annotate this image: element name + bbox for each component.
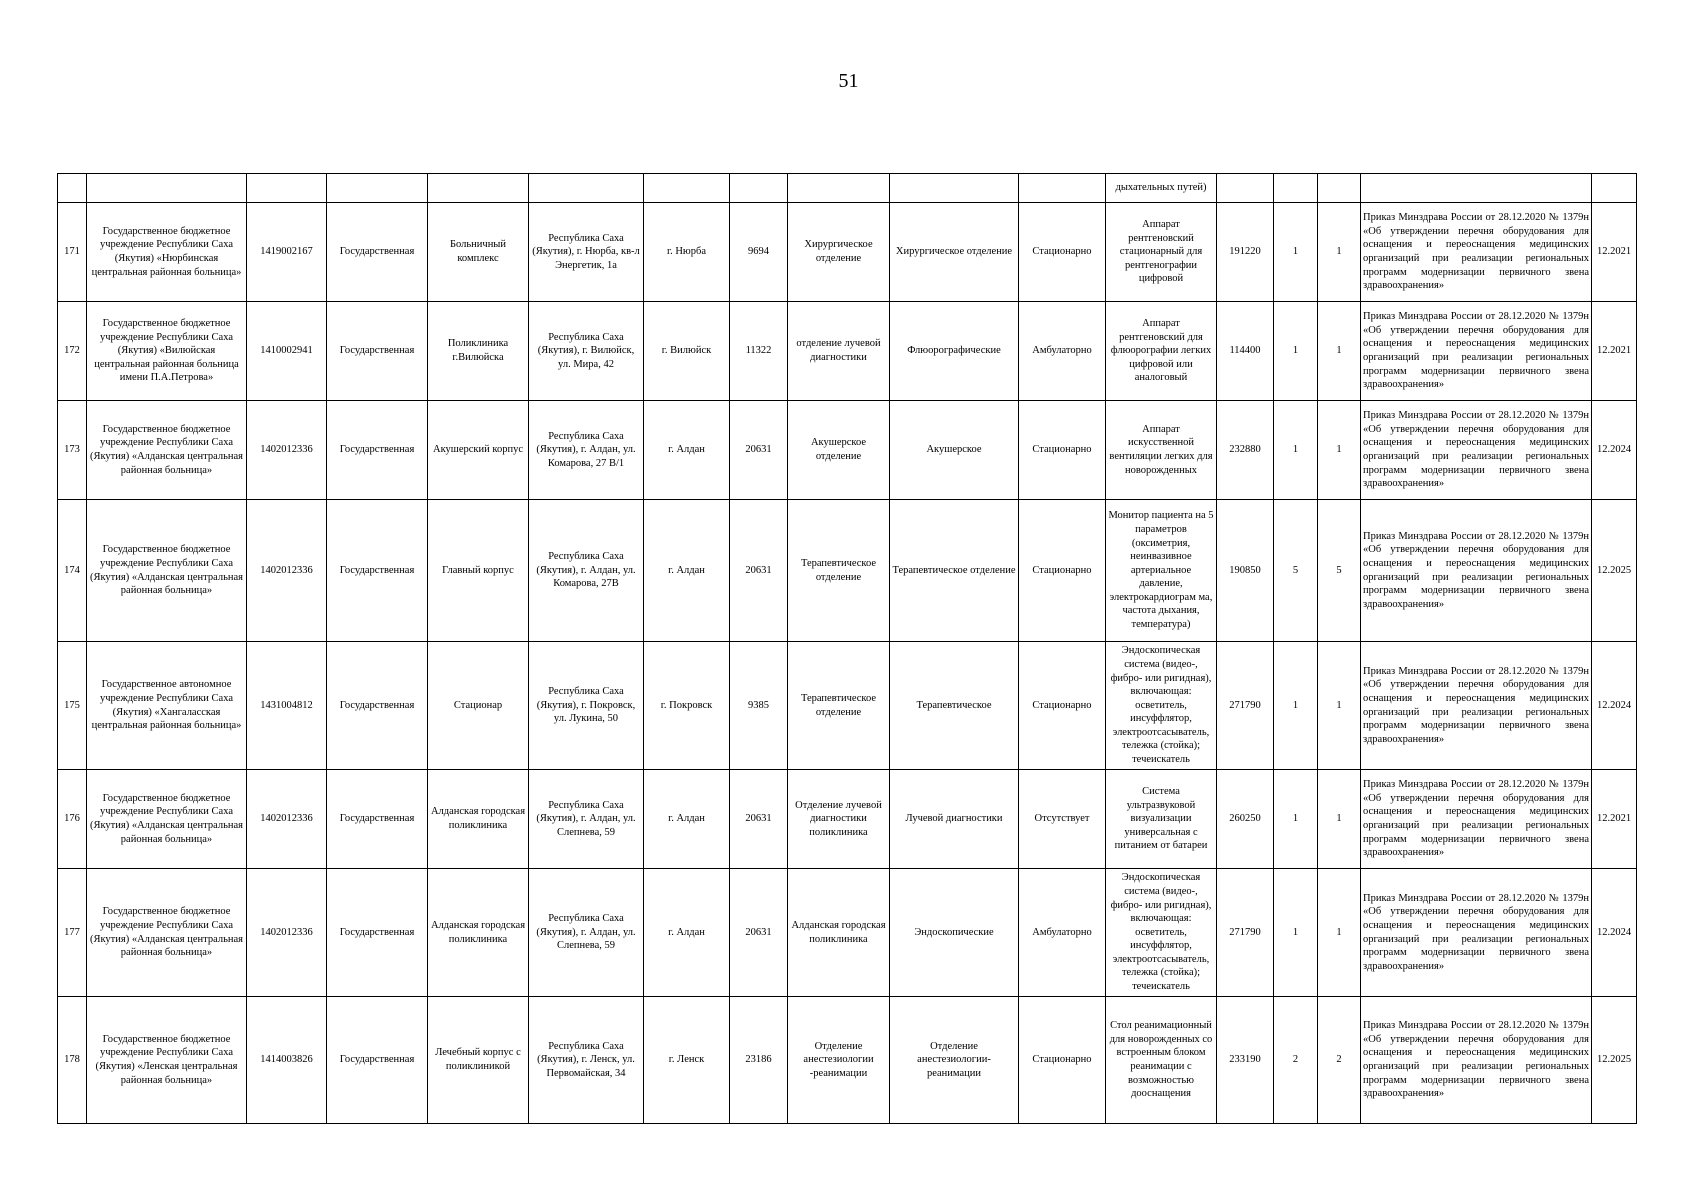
table-row <box>58 203 1637 302</box>
profile-cell: Хирургическое отделение <box>890 203 1019 302</box>
quantity-total-cell: 5 <box>1318 500 1361 642</box>
table-row <box>58 401 1637 500</box>
order-reference-cell: Приказ Минздрава России от 28.12.2020 № 1379н «Об утверждении перечня оборудования для оснащения и переоснащения медицинских организаций при реализации региональных программ модернизации первичного звена здравоохранения» <box>1361 500 1592 642</box>
row-number-cell: 171 <box>58 203 87 302</box>
order-reference-cell: Приказ Минздрава России от 28.12.2020 № 1379н «Об утверждении перечня оборудования для оснащения и переоснащения медицинских организаций при реализации региональных программ модернизации первичного звена здравоохранения» <box>1361 770 1592 869</box>
care-type-cell: Стационарно <box>1019 500 1106 642</box>
population-cell: 11322 <box>730 302 788 401</box>
ownership-cell: Государственная <box>327 770 428 869</box>
table-row <box>58 500 1637 642</box>
quantity-total-cell: 1 <box>1318 642 1361 770</box>
date-cell: 12.2025 <box>1592 500 1637 642</box>
equipment-table <box>57 173 1637 1124</box>
equipment-cell: Эндоскопическая система (видео-, фибро- или ригидная), включающая: осветитель, инсуффлятор, электроотсасыватель, тележка (стойка); течеискатель <box>1106 642 1217 770</box>
address-cell: Республика Саха (Якутия), г. Нюрба, кв-л Энергетик, 1а <box>529 203 644 302</box>
address-cell: Республика Саха (Якутия), г. Алдан, ул. Комарова, 27В <box>529 500 644 642</box>
equipment-code-cell: 232880 <box>1217 401 1274 500</box>
department-cell: Терапевтическое отделение <box>788 500 890 642</box>
order-reference-cell: Приказ Минздрава России от 28.12.2020 № 1379н «Об утверждении перечня оборудования для оснащения и переоснащения медицинских организаций при реализации региональных программ модернизации первичного звена здравоохранения» <box>1361 302 1592 401</box>
department-cell: Терапевтическое отделение <box>788 642 890 770</box>
row-number-cell: 174 <box>58 500 87 642</box>
care-type-cell: Стационарно <box>1019 642 1106 770</box>
equipment-code-cell: 191220 <box>1217 203 1274 302</box>
inn-cell: 1402012336 <box>247 500 327 642</box>
profile-cell: Флюорографические <box>890 302 1019 401</box>
inn-cell: 1431004812 <box>247 642 327 770</box>
date-cell: 12.2024 <box>1592 401 1637 500</box>
order-reference-cell: Приказ Минздрава России от 28.12.2020 № 1379н «Об утверждении перечня оборудования для оснащения и переоснащения медицинских организаций при реализации региональных программ модернизации первичного звена здравоохранения» <box>1361 869 1592 997</box>
inn-cell: 1410002941 <box>247 302 327 401</box>
equipment-code-cell: 260250 <box>1217 770 1274 869</box>
equipment-cell: Аппарат рентгеновский стационарный для рентгенографии цифровой <box>1106 203 1217 302</box>
quantity-total-cell: 1 <box>1318 770 1361 869</box>
city-cell: г. Алдан <box>644 770 730 869</box>
profile-cell: Терапевтическое <box>890 642 1019 770</box>
quantity-cell: 1 <box>1274 642 1318 770</box>
date-cell: 12.2024 <box>1592 642 1637 770</box>
address-cell: Республика Саха (Якутия), г. Вилюйск, ул. Мира, 42 <box>529 302 644 401</box>
order-reference-cell: Приказ Минздрава России от 28.12.2020 № 1379н «Об утверждении перечня оборудования для оснащения и переоснащения медицинских организаций при реализации региональных программ модернизации первичного звена здравоохранения» <box>1361 203 1592 302</box>
organization-cell: Государственное автономное учреждение Республики Саха (Якутия) «Хангаласская центральная районная больница» <box>87 642 247 770</box>
department-cell: отделение лучевой диагностики <box>788 302 890 401</box>
address-cell: Республика Саха (Якутия), г. Алдан, ул. Комарова, 27 В/1 <box>529 401 644 500</box>
inn-cell: 1402012336 <box>247 869 327 997</box>
row-number-cell: 178 <box>58 997 87 1124</box>
inn-cell: 1419002167 <box>247 203 327 302</box>
quantity-cell: 2 <box>1274 997 1318 1124</box>
building-cell: Алданская городская поликлиника <box>428 770 529 869</box>
care-type-cell: Стационарно <box>1019 401 1106 500</box>
row-number-cell: 177 <box>58 869 87 997</box>
city-cell: г. Алдан <box>644 869 730 997</box>
organization-cell: Государственное бюджетное учреждение Республики Саха (Якутия) «Алданская центральная районная больница» <box>87 500 247 642</box>
population-cell: 20631 <box>730 770 788 869</box>
table-row <box>58 642 1637 770</box>
population-cell: 20631 <box>730 869 788 997</box>
city-cell: г. Нюрба <box>644 203 730 302</box>
city-cell: г. Алдан <box>644 401 730 500</box>
quantity-total-cell: 1 <box>1318 203 1361 302</box>
date-cell: 12.2025 <box>1592 997 1637 1124</box>
building-cell: Лечебный корпус с поликлиникой <box>428 997 529 1124</box>
page-number: 51 <box>838 70 859 92</box>
population-cell: 23186 <box>730 997 788 1124</box>
address-cell: Республика Саха (Якутия), г. Ленск, ул. Первомайская, 34 <box>529 997 644 1124</box>
equipment-code-cell: 271790 <box>1217 642 1274 770</box>
quantity-cell: 5 <box>1274 500 1318 642</box>
quantity-cell: 1 <box>1274 302 1318 401</box>
department-cell: Акушерское отделение <box>788 401 890 500</box>
profile-cell: Лучевой диагностики <box>890 770 1019 869</box>
date-cell: 12.2021 <box>1592 302 1637 401</box>
equipment-code-cell: 233190 <box>1217 997 1274 1124</box>
organization-cell: Государственное бюджетное учреждение Республики Саха (Якутия) «Алданская центральная районная больница» <box>87 869 247 997</box>
row-number-cell: 176 <box>58 770 87 869</box>
care-type-cell: Стационарно <box>1019 203 1106 302</box>
building-cell: Больничный комплекс <box>428 203 529 302</box>
city-cell: г. Вилюйск <box>644 302 730 401</box>
quantity-cell: 1 <box>1274 401 1318 500</box>
quantity-total-cell: 1 <box>1318 401 1361 500</box>
equipment-code-cell: 271790 <box>1217 869 1274 997</box>
profile-cell: Терапевтическое отделение <box>890 500 1019 642</box>
organization-cell: Государственное бюджетное учреждение Республики Саха (Якутия) «Вилюйская центральная районная больница имени П.А.Петрова» <box>87 302 247 401</box>
ownership-cell: Государственная <box>327 500 428 642</box>
building-cell: Алданская городская поликлиника <box>428 869 529 997</box>
inn-cell: 1402012336 <box>247 770 327 869</box>
equipment-cell: Аппарат рентгеновский для флюорографии легких цифровой или аналоговый <box>1106 302 1217 401</box>
date-cell: 12.2021 <box>1592 770 1637 869</box>
care-type-cell: Стационарно <box>1019 997 1106 1124</box>
population-cell: 20631 <box>730 500 788 642</box>
ownership-cell: Государственная <box>327 401 428 500</box>
table-row <box>58 770 1637 869</box>
quantity-total-cell: 1 <box>1318 302 1361 401</box>
ownership-cell: Государственная <box>327 997 428 1124</box>
ownership-cell: Государственная <box>327 869 428 997</box>
population-cell: 9694 <box>730 203 788 302</box>
department-cell: Алданская городская поликлиника <box>788 869 890 997</box>
building-cell: Главный корпус <box>428 500 529 642</box>
table-row-continuation <box>58 174 1637 203</box>
profile-cell: Эндоскопические <box>890 869 1019 997</box>
date-cell: 12.2021 <box>1592 203 1637 302</box>
table-row <box>58 997 1637 1124</box>
order-reference-cell: Приказ Минздрава России от 28.12.2020 № 1379н «Об утверждении перечня оборудования для оснащения и переоснащения медицинских организаций при реализации региональных программ модернизации первичного звена здравоохранения» <box>1361 997 1592 1124</box>
ownership-cell: Государственная <box>327 642 428 770</box>
quantity-total-cell: 2 <box>1318 997 1361 1124</box>
building-cell: Акушерский корпус <box>428 401 529 500</box>
equipment-cell: Аппарат искусственной вентиляции легких для новорожденных <box>1106 401 1217 500</box>
city-cell: г. Ленск <box>644 997 730 1124</box>
quantity-cell: 1 <box>1274 203 1318 302</box>
order-reference-cell: Приказ Минздрава России от 28.12.2020 № 1379н «Об утверждении перечня оборудования для оснащения и переоснащения медицинских организаций при реализации региональных программ модернизации первичного звена здравоохранения» <box>1361 401 1592 500</box>
quantity-cell: 1 <box>1274 869 1318 997</box>
row-number-cell: 172 <box>58 302 87 401</box>
city-cell: г. Покровск <box>644 642 730 770</box>
quantity-cell: 1 <box>1274 770 1318 869</box>
equipment-cell: Система ультразвуковой визуализации универсальная с питанием от батареи <box>1106 770 1217 869</box>
equipment-cell: Монитор пациента на 5 параметров (оксиметрия, неинвазивное артериальное давление, электрокардиограм ма, частота дыхания, температура) <box>1106 500 1217 642</box>
care-type-cell: Амбулаторно <box>1019 869 1106 997</box>
population-cell: 9385 <box>730 642 788 770</box>
equipment-cell: Стол реанимационный для новорожденных со встроенным блоком реанимации с возможностью дооснащения <box>1106 997 1217 1124</box>
inn-cell: 1402012336 <box>247 401 327 500</box>
department-cell: Отделение лучевой диагностики поликлиника <box>788 770 890 869</box>
table-row <box>58 869 1637 997</box>
equipment-cell: дыхательных путей) <box>1106 174 1217 203</box>
table-row <box>58 302 1637 401</box>
row-number-cell: 175 <box>58 642 87 770</box>
organization-cell: Государственное бюджетное учреждение Республики Саха (Якутия) «Ленская центральная районная больница» <box>87 997 247 1124</box>
table-body <box>58 174 1637 1124</box>
ownership-cell: Государственная <box>327 302 428 401</box>
organization-cell: Государственное бюджетное учреждение Республики Саха (Якутия) «Алданская центральная районная больница» <box>87 401 247 500</box>
care-type-cell: Отсутствует <box>1019 770 1106 869</box>
equipment-code-cell: 190850 <box>1217 500 1274 642</box>
order-reference-cell: Приказ Минздрава России от 28.12.2020 № 1379н «Об утверждении перечня оборудования для оснащения и переоснащения медицинских организаций при реализации региональных программ модернизации первичного звена здравоохранения» <box>1361 642 1592 770</box>
row-number-cell: 173 <box>58 401 87 500</box>
population-cell: 20631 <box>730 401 788 500</box>
inn-cell: 1414003826 <box>247 997 327 1124</box>
quantity-total-cell: 1 <box>1318 869 1361 997</box>
care-type-cell: Амбулаторно <box>1019 302 1106 401</box>
building-cell: Поликлиника г.Вилюйска <box>428 302 529 401</box>
profile-cell: Акушерское <box>890 401 1019 500</box>
department-cell: Отделение анестезиологии -реанимации <box>788 997 890 1124</box>
profile-cell: Отделение анестезиологии-реанимации <box>890 997 1019 1124</box>
organization-cell: Государственное бюджетное учреждение Республики Саха (Якутия) «Нюрбинская центральная районная больница» <box>87 203 247 302</box>
city-cell: г. Алдан <box>644 500 730 642</box>
organization-cell: Государственное бюджетное учреждение Республики Саха (Якутия) «Алданская центральная районная больница» <box>87 770 247 869</box>
address-cell: Республика Саха (Якутия), г. Алдан, ул. Слепнева, 59 <box>529 869 644 997</box>
date-cell: 12.2024 <box>1592 869 1637 997</box>
address-cell: Республика Саха (Якутия), г. Алдан, ул. Слепнева, 59 <box>529 770 644 869</box>
building-cell: Стационар <box>428 642 529 770</box>
department-cell: Хирургическое отделение <box>788 203 890 302</box>
equipment-code-cell: 114400 <box>1217 302 1274 401</box>
equipment-cell: Эндоскопическая система (видео-, фибро- или ригидная), включающая: осветитель, инсуффлятор, электроотсасыватель, тележка (стойка); течеискатель <box>1106 869 1217 997</box>
address-cell: Республика Саха (Якутия), г. Покровск, ул. Лукина, 50 <box>529 642 644 770</box>
ownership-cell: Государственная <box>327 203 428 302</box>
